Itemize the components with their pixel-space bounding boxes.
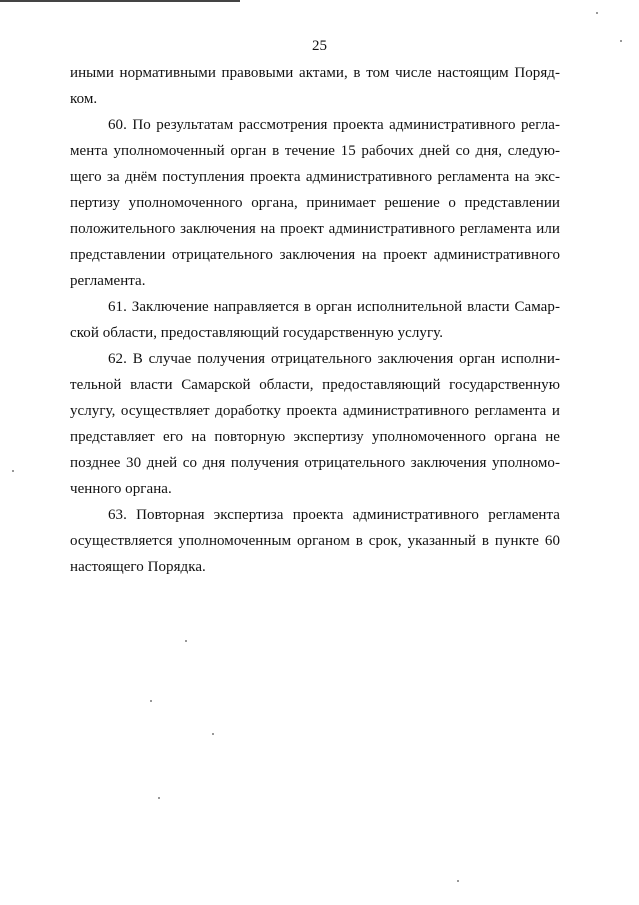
- paragraph-59-continuation: [70, 60, 560, 112]
- scan-speck: [212, 733, 214, 735]
- scan-speck: [150, 700, 152, 702]
- text-line: положительного заключения на проект административного регламента или: [70, 221, 560, 237]
- text-line: щего за днём поступления проекта административного регламента на экс-: [70, 169, 560, 185]
- scan-speck: [620, 40, 622, 42]
- scan-speck: [158, 797, 160, 799]
- text-line: представлении отрицательного заключения на проект административного: [70, 247, 560, 263]
- text-line: пертизу уполномоченного органа, принимает решение о представлении: [70, 195, 560, 211]
- scan-edge-rule: [0, 0, 240, 2]
- text-line: ченного органа.: [70, 481, 172, 497]
- paragraph-60: [70, 112, 560, 294]
- text-line: мента уполномоченный орган в течение 15 рабочих дней со дня, следую-: [70, 143, 560, 159]
- text-line: ком.: [70, 91, 98, 107]
- text-line: осуществляется уполномоченным органом в срок, указанный в пункте 60: [70, 533, 560, 549]
- scan-speck: [185, 640, 187, 642]
- text-line: настоящего Порядка.: [70, 559, 206, 575]
- text-line: 61. Заключение направляется в орган исполнительной власти Самар-: [108, 299, 560, 315]
- scan-speck: [12, 470, 14, 472]
- text-line: 62. В случае получения отрицательного заключения орган исполни-: [108, 351, 560, 367]
- paragraph-63: [70, 502, 560, 580]
- page-number: 25: [312, 38, 327, 54]
- text-line: 63. Повторная экспертиза проекта административного регламента: [108, 507, 560, 523]
- text-line: ской области, предоставляющий государственную услугу.: [70, 325, 444, 341]
- text-line: 60. По результатам рассмотрения проекта административного регла-: [108, 117, 560, 133]
- text-line: регламента.: [70, 273, 146, 289]
- paragraph-62: [70, 346, 560, 502]
- text-line: иными нормативными правовыми актами, в том числе настоящим Поряд-: [70, 65, 560, 81]
- scan-speck: [596, 12, 598, 14]
- text-line: услугу, осуществляет доработку проекта административного регламента и: [70, 403, 560, 419]
- text-line: тельной власти Самарской области, предоставляющий государственную: [70, 377, 560, 393]
- paragraph-61: [70, 294, 560, 346]
- scan-speck: [457, 880, 459, 882]
- text-line: позднее 30 дней со дня получения отрицательного заключения уполномо-: [70, 455, 560, 471]
- text-line: представляет его на повторную экспертизу уполномоченного органа не: [70, 429, 560, 445]
